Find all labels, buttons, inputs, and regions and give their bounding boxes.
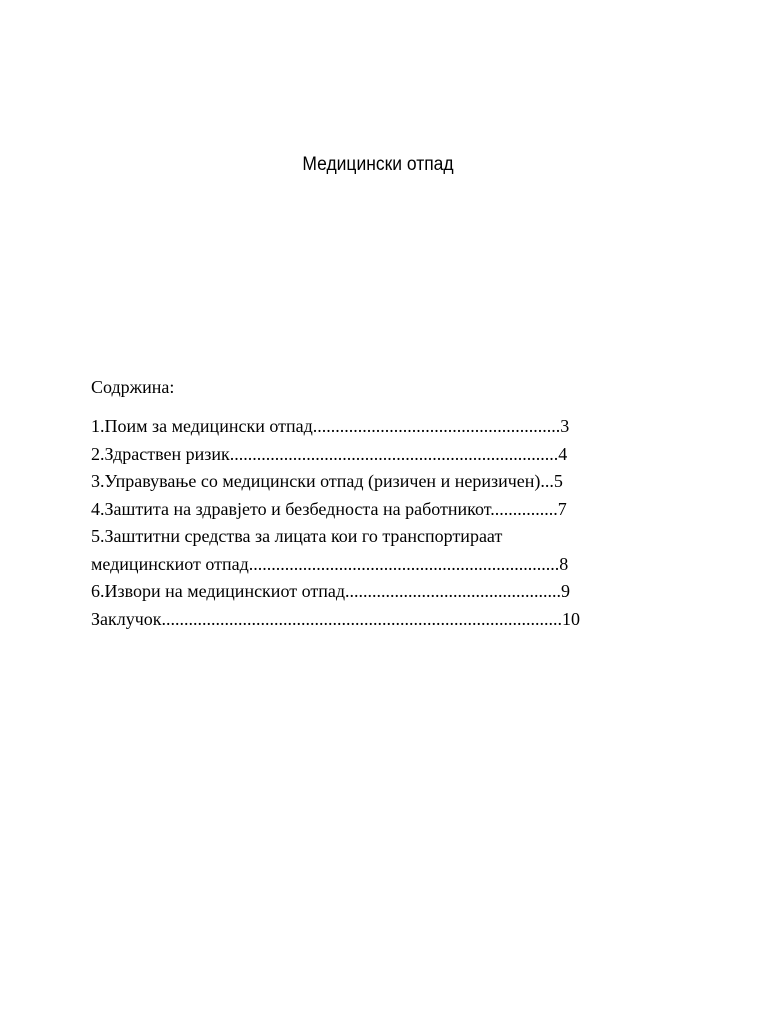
toc-entry: 5.Заштитни средства за лицата кои го транспортираат — [91, 526, 503, 546]
toc-heading: Содржина: — [91, 377, 175, 397]
toc-entry: 2.Здраствен ризик.........................................................................4 — [91, 443, 568, 464]
toc-entry: Заклучок.........................................................................................10 — [91, 608, 581, 629]
toc-entry: 1.Поим за медицински отпад.......................................................3 — [91, 416, 570, 436]
document-title: Медицински отпад — [302, 154, 454, 175]
toc-entry: 4.Заштита на здравјето и безбедноста на работникот...............7 — [91, 498, 567, 519]
toc-entry: 6.Извори на медицинскиот отпад................................................9 — [91, 581, 570, 601]
table-of-contents — [91, 413, 651, 633]
toc-entry: медицинскиот отпад.....................................................................8 — [91, 553, 569, 574]
toc-entry: 3.Управување со медицински отпад (ризичен и неризичен)...5 — [91, 471, 563, 491]
